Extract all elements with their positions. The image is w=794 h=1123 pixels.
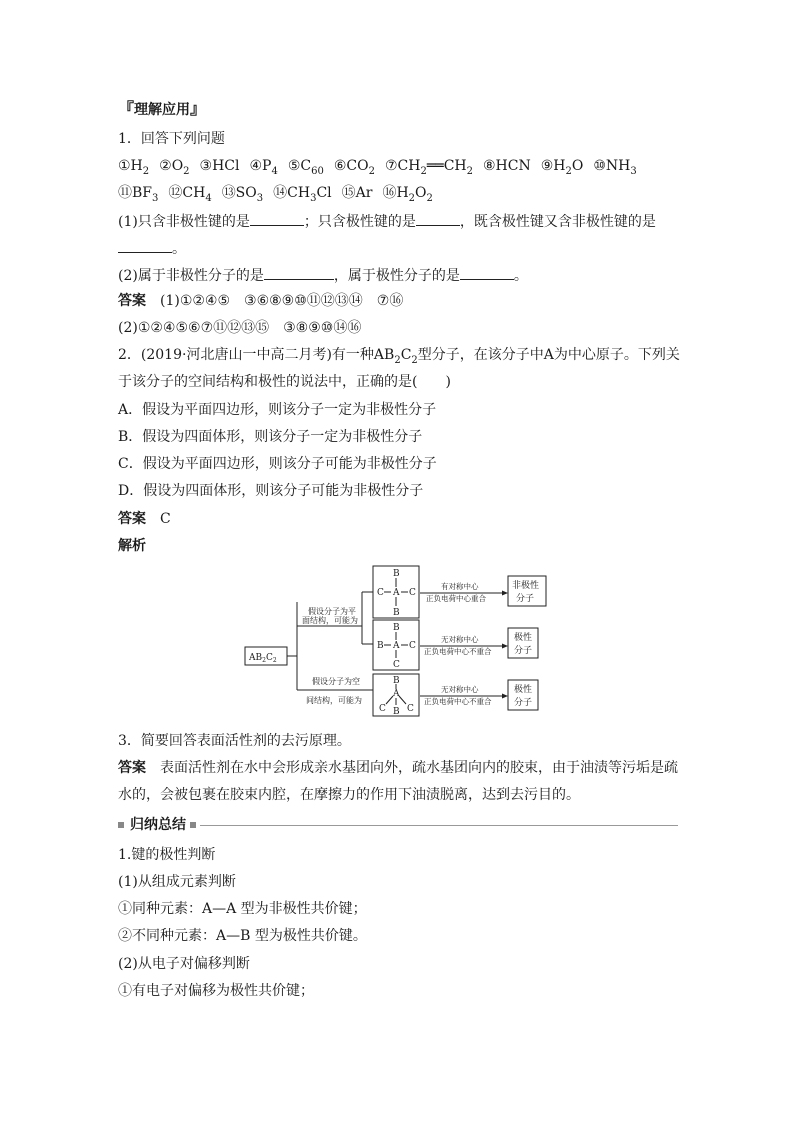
- item: ══CH: [426, 158, 467, 174]
- text: (1)只含非极性键的是: [118, 214, 250, 230]
- answer-text: C: [160, 511, 171, 527]
- atom: A: [393, 641, 400, 651]
- arrow-label: 无对称中心: [441, 635, 479, 644]
- sub: 2: [420, 165, 427, 177]
- answer-label: 答案: [118, 760, 146, 776]
- item: O: [415, 185, 427, 201]
- planar-label-2: 面结构，可能为: [302, 616, 358, 625]
- sub: 3: [152, 192, 159, 204]
- summary-l1: 1.键的极性判断: [118, 847, 216, 863]
- result-label: 分子: [514, 698, 533, 708]
- atom: B: [393, 676, 400, 686]
- q1-answer1: [118, 292, 403, 310]
- answer-text: 表面活性剂在水中会形成亲水基团向外，疏水基团向内的胶束，由于油渍等污垢是疏: [160, 760, 678, 776]
- sub: 2: [142, 165, 150, 177]
- arrow-label: 无对称中心: [441, 685, 479, 694]
- planar-label-1: 假设分子为平: [308, 607, 356, 616]
- item: ⑦CH: [384, 158, 421, 174]
- answer-blank[interactable]: [250, 211, 304, 226]
- atom: B: [393, 623, 400, 633]
- section-header: [118, 100, 206, 119]
- bond: [399, 696, 406, 704]
- text: 。: [513, 268, 528, 284]
- item: ⑨H: [540, 158, 566, 174]
- answer-text: (1)①②④⑤ ③⑥⑧⑨⑩⑪⑫⑬⑭ ⑦⑯: [160, 293, 404, 309]
- atom: A: [393, 588, 400, 598]
- result-label: 分子: [514, 646, 533, 656]
- atom: B: [393, 569, 400, 579]
- q2-stem1: [118, 346, 680, 364]
- sub: 2: [411, 354, 418, 366]
- summary-title: 归纳总结: [130, 817, 186, 833]
- q2-answer: [118, 510, 171, 528]
- square-icon: [118, 822, 124, 828]
- answer-blank[interactable]: [264, 265, 334, 280]
- item: ④P: [249, 158, 272, 174]
- answer-blank[interactable]: [118, 238, 172, 253]
- q2-option-c: C．假设为平面四边形，则该分子可能为非极性分子: [118, 456, 437, 472]
- item: ⑯H: [382, 185, 409, 201]
- text: ；只含极性键的是: [303, 214, 416, 230]
- q2-stem2: 于该分子的空间结构和极性的说法中，正确的是( ): [118, 374, 451, 390]
- arrow-head-1: [502, 591, 508, 596]
- answer-label: 答案: [118, 511, 146, 527]
- sub: 4: [205, 192, 212, 204]
- q1-sub2: [118, 265, 528, 285]
- divider: [200, 825, 678, 826]
- q2-option-a: A．假设为平面四边形，则该分子一定为非极性分子: [118, 402, 437, 418]
- arrow-label: 正负电荷中心重合: [426, 594, 486, 603]
- item: ⑬SO: [221, 185, 257, 201]
- q1-sub1-cont: [118, 238, 186, 258]
- bond: [386, 696, 393, 704]
- atom: C: [393, 660, 400, 670]
- polarity-diagram: [240, 562, 560, 718]
- summary-l2: (1)从组成元素判断: [118, 874, 236, 890]
- atom: B: [393, 608, 400, 618]
- q3-answer1: [118, 759, 678, 777]
- q3-answer2: 水的，会被包裹在胶束内腔，在摩擦力的作用下油渍脱离，达到去污目的。: [118, 787, 580, 803]
- item: ③HCl: [199, 158, 240, 174]
- item: ⑧HCN: [483, 158, 531, 174]
- arrow-head-2: [502, 644, 508, 649]
- open-bracket: 『: [118, 99, 135, 118]
- text: 2．(2019·河北唐山一中高二月考)有一种AB: [118, 347, 395, 363]
- answer-blank[interactable]: [460, 265, 514, 280]
- arrow-label: 正负电荷中心不重合: [424, 647, 492, 656]
- arrow-head-3: [502, 694, 508, 699]
- sub: 3: [630, 165, 637, 177]
- root-label: $AB_2C_2$: [249, 653, 277, 664]
- text: C: [400, 347, 412, 363]
- result-label: 极性: [514, 633, 533, 643]
- q2-option-d: D．假设为四面体形，则该分子可能为非极性分子: [118, 483, 424, 499]
- text: 型分子，在该分子中A为中心原子。下列关: [417, 347, 680, 363]
- tetra-label-1: 假设分子为空: [312, 677, 360, 686]
- tetra-label-2: 间结构，可能为: [306, 696, 362, 705]
- q1-answer2: (2)①②④⑤⑥⑦⑪⑫⑬⑮ ③⑧⑨⑩⑭⑯: [118, 320, 362, 336]
- close-bracket: 』: [190, 99, 207, 118]
- sub: 4: [271, 165, 278, 177]
- atom: B: [393, 707, 400, 717]
- atom: C: [409, 588, 416, 598]
- text: (2)属于非极性分子的是: [118, 268, 264, 284]
- q1-items-row1: [118, 157, 637, 175]
- sub: 3: [256, 192, 264, 204]
- sub: 2: [426, 192, 433, 204]
- sub: 2: [565, 165, 572, 177]
- item: ⑤C: [287, 158, 312, 174]
- summary-l5: (2)从电子对偏移判断: [118, 956, 250, 972]
- answer-blank[interactable]: [416, 211, 460, 226]
- q3-stem: 3．简要回答表面活性剂的去污原理。: [118, 733, 351, 749]
- summary-l4: ②不同种元素：A—B 型为极性共价键。: [118, 928, 367, 944]
- text: ，属于极性分子的是: [333, 268, 460, 284]
- atom: A: [393, 689, 400, 699]
- item: ①H: [118, 158, 143, 174]
- q2-option-b: B．假设为四面体形，则该分子一定为非极性分子: [118, 429, 423, 445]
- result-label: 分子: [516, 594, 535, 604]
- item: ⑭CH: [273, 185, 311, 201]
- atom: B: [377, 641, 384, 651]
- item: ⑥CO: [333, 158, 369, 174]
- result-label: 极性: [514, 685, 533, 695]
- sub: 2: [408, 192, 416, 204]
- arrow-label: 有对称中心: [441, 582, 479, 591]
- q1-items-row2: [118, 184, 433, 202]
- atom: C: [407, 704, 414, 714]
- atom: C: [379, 704, 386, 714]
- sub: 3: [310, 192, 317, 204]
- q1-title: 1．回答下列问题: [118, 131, 225, 147]
- item: O: [571, 158, 584, 174]
- square-icon: [190, 822, 196, 828]
- q1-sub1: [118, 211, 656, 231]
- answer-label: 答案: [118, 293, 146, 309]
- sub: 2: [466, 165, 473, 177]
- item: ②O: [159, 158, 184, 174]
- summary-l3: ①同种元素：A—A 型为非极性共价键；: [118, 901, 367, 917]
- item: ⑩NH: [593, 158, 631, 174]
- item: ⑪BF: [118, 185, 153, 201]
- atom: C: [377, 588, 384, 598]
- item: Cl: [316, 185, 332, 201]
- sub: 2: [394, 354, 401, 366]
- item: ⑮Ar: [341, 185, 373, 201]
- text: ，既含极性键又含非极性键的是: [459, 214, 656, 230]
- arrow-label: 正负电荷中心不重合: [424, 697, 492, 706]
- sub: 2: [183, 165, 190, 177]
- section-title: 理解应用: [134, 102, 191, 118]
- atom: C: [409, 641, 416, 651]
- result-label: 非极性: [512, 581, 540, 591]
- summary-header: [118, 816, 678, 834]
- summary-l6: ①有电子对偏移为极性共价键；: [118, 983, 314, 999]
- item: ⑫CH: [168, 185, 206, 201]
- sub: 2: [368, 165, 375, 177]
- q2-analysis-label: 解析: [118, 538, 146, 554]
- text: 。: [172, 241, 186, 257]
- sub: 60: [311, 165, 324, 177]
